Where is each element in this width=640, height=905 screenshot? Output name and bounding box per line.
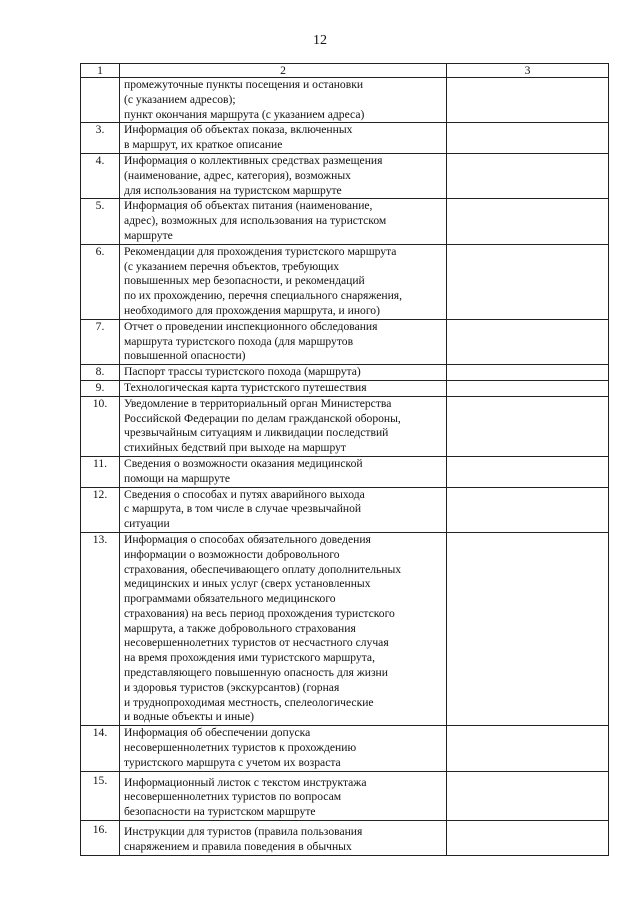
row-third-cell	[447, 319, 609, 364]
row-description: Сведения о возможности оказания медицинской помощи на маршруте	[120, 456, 447, 487]
row-number: 14.	[81, 726, 120, 771]
row-number: 7.	[81, 319, 120, 364]
row-number: 3.	[81, 123, 120, 154]
table-header-row	[81, 64, 609, 78]
row-description: промежуточные пункты посещения и остановки (с указанием адресов); пункт окончания маршрута (с указанием адреса)	[120, 78, 447, 123]
table-row	[81, 365, 609, 381]
row-third-cell	[447, 365, 609, 381]
row-third-cell	[447, 771, 609, 820]
row-third-cell	[447, 726, 609, 771]
row-description: Информационный листок с текстом инструктажа несовершеннолетних туристов по вопросам безопасности на туристском маршруте	[120, 771, 447, 820]
row-number: 16.	[81, 821, 120, 856]
row-third-cell	[447, 78, 609, 123]
row-number: 15.	[81, 771, 120, 820]
row-third-cell	[447, 380, 609, 396]
row-number: 13.	[81, 532, 120, 725]
row-third-cell	[447, 821, 609, 856]
table-row	[81, 244, 609, 319]
row-number: 9.	[81, 380, 120, 396]
row-third-cell	[447, 456, 609, 487]
row-description: Отчет о проведении инспекционного обследования маршрута туристского похода (для маршрутов повышенной опасности)	[120, 319, 447, 364]
table-row	[81, 821, 609, 856]
row-third-cell	[447, 244, 609, 319]
row-description: Информация об объектах показа, включенных в маршрут, их краткое описание	[120, 123, 447, 154]
row-number: 6.	[81, 244, 120, 319]
row-description: Информация об объектах питания (наименование, адрес), возможных для использования на туристском маршруте	[120, 199, 447, 244]
row-description: Информация о коллективных средствах размещения (наименование, адрес, категория), возможных для использования на туристском маршруте	[120, 153, 447, 198]
column-header-description: 2	[120, 64, 447, 78]
row-number: 8.	[81, 365, 120, 381]
row-description: Технологическая карта туристского путешествия	[120, 380, 447, 396]
table-row	[81, 319, 609, 364]
row-number	[81, 78, 120, 123]
table-row	[81, 487, 609, 532]
table-row	[81, 153, 609, 198]
table-row	[81, 380, 609, 396]
row-third-cell	[447, 532, 609, 725]
column-header-third: 3	[447, 64, 609, 78]
row-third-cell	[447, 123, 609, 154]
column-header-number: 1	[81, 64, 120, 78]
row-number: 4.	[81, 153, 120, 198]
page-number: 12	[313, 33, 327, 48]
row-number: 10.	[81, 396, 120, 456]
table-row	[81, 199, 609, 244]
table-row	[81, 771, 609, 820]
table-row	[81, 532, 609, 725]
row-description: Сведения о способах и путях аварийного выхода с маршрута, в том числе в случае чрезвычайной ситуации	[120, 487, 447, 532]
table-row	[81, 726, 609, 771]
row-number: 11.	[81, 456, 120, 487]
table-row	[81, 78, 609, 123]
row-third-cell	[447, 199, 609, 244]
document-table	[80, 63, 609, 856]
row-description: Рекомендации для прохождения туристского маршрута (с указанием перечня объектов, требующих повышенных мер безопасности, и рекомендаций по их прохождению, перечня специального снаряжения, необходимого для прохождения маршрута, и иного)	[120, 244, 447, 319]
row-third-cell	[447, 487, 609, 532]
row-description: Инструкции для туристов (правила пользования снаряжением и правила поведения в обычных	[120, 821, 447, 856]
row-number: 5.	[81, 199, 120, 244]
row-description: Информация о способах обязательного доведения информации о возможности добровольного страхования, обеспечивающего оплату дополнительных медицинских и иных услуг (сверх установленных программами обязательного медицинского страхования) на весь период прохождения туристского маршрута, а также добровольного страхования несовершеннолетних туристов от несчастного случая на время прохождения ими туристского маршрута, представляющего повышенную опасность для жизни и здоровья туристов (экскурсантов) (горная и труднопроходимая местность, спелеологические и водные объекты и иные)	[120, 532, 447, 725]
row-description: Информация об обеспечении допуска несовершеннолетних туристов к прохождению туристского маршрута с учетом их возраста	[120, 726, 447, 771]
row-description: Уведомление в территориальный орган Министерства Российской Федерации по делам гражданской обороны, чрезвычайным ситуациям и ликвидации последствий стихийных бедствий при выходе на маршрут	[120, 396, 447, 456]
table-row	[81, 396, 609, 456]
table-row	[81, 123, 609, 154]
row-third-cell	[447, 396, 609, 456]
table-row	[81, 456, 609, 487]
row-third-cell	[447, 153, 609, 198]
row-description: Паспорт трассы туристского похода (маршрута)	[120, 365, 447, 381]
row-number: 12.	[81, 487, 120, 532]
